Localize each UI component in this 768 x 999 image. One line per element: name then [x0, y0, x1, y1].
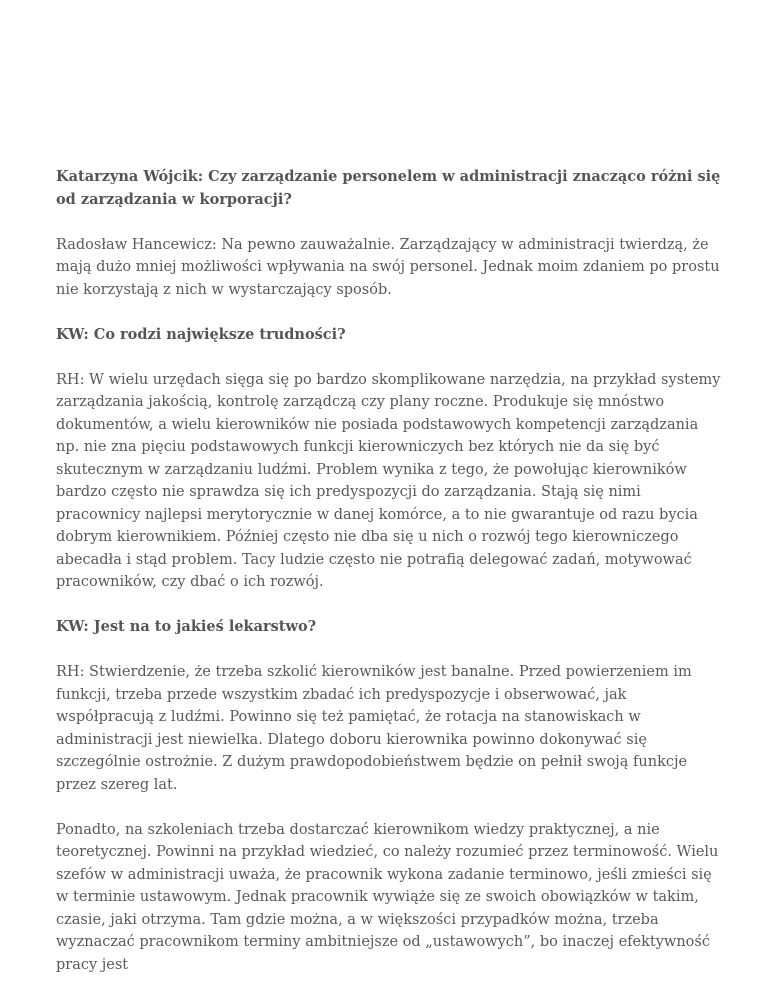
- interview-question: KW: Jest na to jakieś lekarstwo?: [56, 618, 317, 635]
- interview-question: Katarzyna Wójcik: Czy zarządzanie personelem w administracji znacząco różni się od zarządzania w korporacji?: [56, 168, 721, 208]
- interview-answer: Ponadto, na szkoleniach trzeba dostarczać kierownikom wiedzy praktycznej, a nie teoretycznej. Powinni na przykład wiedzieć, co należy rozumieć przez terminowość. Wielu szefów w administracji uważa, że pracownik wykona zadanie terminowo, jeśli zmieści się w terminie ustawowym. Jednak pracownik wywiąże się ze swoich obowiązków w takim, czasie, jaki otrzyma. Tam gdzie można, a w większości przypadków można, trzeba wyznaczać pracownikom terminy ambitniejsze od „ustawowych”, bo inaczej efektywność pracy jest: [56, 821, 719, 973]
- interview-answer: RH: W wielu urzędach sięga się po bardzo skomplikowane narzędzia, na przykład systemy zarządzania jakością, kontrolę zarządczą czy plany roczne. Produkuje się mnóstwo dokumentów, a wielu kierowników nie posiada podstawowych kompetencji zarządzania np. nie zna pięciu podstawowych funkcji kierowniczych bez których nie da się być skutecznym w zarządzaniu ludźmi. Problem wynika z tego, że powołując kierowników bardzo często nie sprawdza się ich predyspozycji do zarządzania. Stają się nimi pracownicy najlepsi merytorycznie w danej komórce, a to nie gwarantuje od razu bycia dobrym kierownikiem. Później często nie dba się u nich o rozwój tego kierowniczego abecadła i stąd problem. Tacy ludzie często nie potrafią delegować zadań, motywować pracowników, czy dbać o ich rozwój.: [56, 371, 721, 590]
- interview-answer: RH: Stwierdzenie, że trzeba szkolić kierowników jest banalne. Przed powierzeniem im funkcji, trzeba przede wszystkim zbadać ich predyspozycje i obserwować, jak współpracują z ludźmi. Powinno się też pamiętać, że rotacja na stanowiskach w administracji jest niewielka. Dlatego doboru kierownika powinno dokonywać się szczególnie ostrożnie. Z dużym prawdopodobieństwem będzie on pełnił swoją funkcje przez szereg lat.: [56, 664, 692, 793]
- interview-question: KW: Co rodzi największe trudności?: [56, 325, 346, 343]
- interview-answer: Radosław Hancewicz: Na pewno zauważalnie. Zarządzający w administracji twierdzą, że mają dużo mniej możliwości wpływania na swój personel. Jednak moim zdaniem po prostu nie korzystają z nich w wystarczający sposób.: [56, 236, 720, 298]
- article-body: [56, 166, 724, 999]
